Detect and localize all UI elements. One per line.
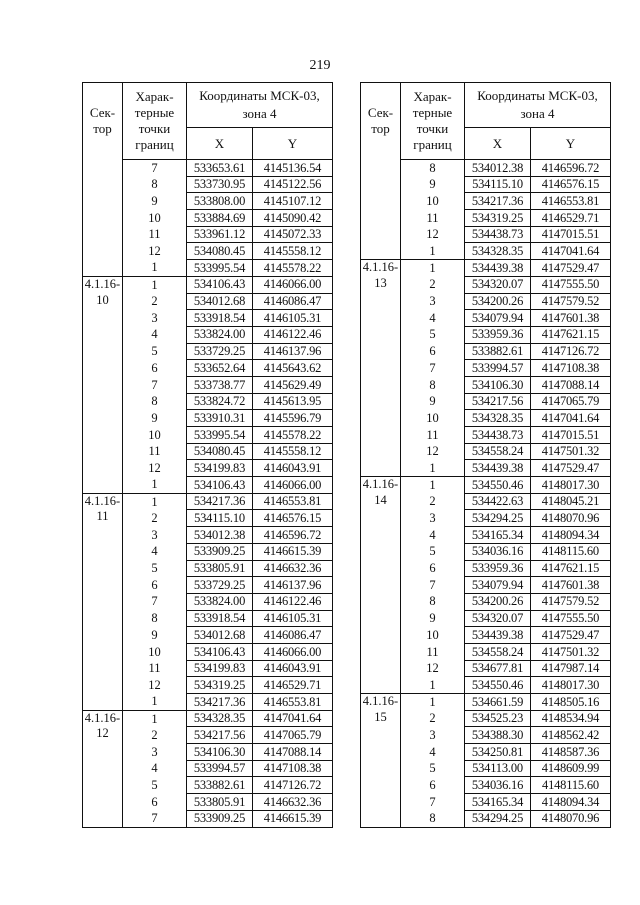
x-cell: 533910.31 (187, 410, 253, 427)
y-cell: 4146137.96 (253, 343, 333, 360)
y-cell: 4146086.47 (253, 293, 333, 310)
x-cell: 533994.57 (187, 760, 253, 777)
point-cell: 1 (401, 243, 465, 260)
y-cell: 4148070.96 (531, 510, 611, 527)
point-cell: 10 (123, 210, 187, 227)
y-cell: 4147579.52 (531, 593, 611, 610)
point-cell: 11 (123, 443, 187, 460)
point-cell: 4 (401, 310, 465, 327)
point-cell: 3 (123, 310, 187, 327)
point-cell: 1 (401, 677, 465, 694)
x-cell: 533909.25 (187, 543, 253, 560)
x-cell: 533805.91 (187, 794, 253, 811)
x-cell: 534165.34 (465, 794, 531, 811)
x-cell: 534036.16 (465, 777, 531, 794)
y-cell: 4147501.32 (531, 643, 611, 660)
y-cell: 4147015.51 (531, 226, 611, 243)
point-cell: 2 (401, 493, 465, 510)
x-cell: 533824.00 (187, 326, 253, 343)
point-cell: 8 (123, 176, 187, 193)
point-cell: 7 (123, 376, 187, 393)
point-cell: 5 (401, 760, 465, 777)
y-cell: 4146137.96 (253, 577, 333, 594)
point-cell: 2 (401, 276, 465, 293)
y-cell: 4145643.62 (253, 360, 333, 377)
x-cell: 534115.10 (187, 510, 253, 527)
point-cell: 12 (401, 660, 465, 677)
point-cell: 12 (123, 677, 187, 694)
y-cell: 4147088.14 (253, 744, 333, 761)
x-cell: 534439.38 (465, 460, 531, 477)
y-cell: 4148094.34 (531, 527, 611, 544)
point-cell: 5 (123, 343, 187, 360)
y-cell: 4148587.36 (531, 744, 611, 761)
point-cell: 10 (123, 427, 187, 444)
table-row (361, 260, 611, 277)
y-cell: 4147987.14 (531, 660, 611, 677)
table-header (83, 83, 333, 160)
point-cell: 9 (123, 627, 187, 644)
x-cell: 533959.36 (465, 326, 531, 343)
header-y: Y (253, 128, 333, 160)
y-cell: 4146632.36 (253, 560, 333, 577)
sector-cell: 4.1.16-13 (361, 260, 401, 477)
point-cell: 7 (123, 593, 187, 610)
x-cell: 534200.26 (465, 593, 531, 610)
point-cell: 11 (401, 427, 465, 444)
x-cell: 534036.16 (465, 543, 531, 560)
x-cell: 533730.95 (187, 176, 253, 193)
x-cell: 534661.59 (465, 694, 531, 711)
x-cell: 534438.73 (465, 226, 531, 243)
table-header (361, 83, 611, 160)
y-cell: 4145090.42 (253, 210, 333, 227)
header-sector: Сек-тор (83, 83, 123, 160)
y-cell: 4146553.81 (253, 493, 333, 510)
point-cell: 6 (123, 360, 187, 377)
point-cell: 6 (123, 794, 187, 811)
page-number: 219 (309, 58, 331, 73)
point-cell: 10 (401, 193, 465, 210)
point-cell: 2 (401, 710, 465, 727)
y-cell: 4145629.49 (253, 376, 333, 393)
point-cell: 5 (401, 326, 465, 343)
y-cell: 4147108.38 (531, 360, 611, 377)
table-row (83, 710, 333, 727)
y-cell: 4145107.12 (253, 193, 333, 210)
x-cell: 534250.81 (465, 744, 531, 761)
x-cell: 533995.54 (187, 427, 253, 444)
x-cell: 534320.07 (465, 610, 531, 627)
y-cell: 4146066.00 (253, 276, 333, 293)
y-cell: 4146122.46 (253, 593, 333, 610)
y-cell: 4147621.15 (531, 326, 611, 343)
y-cell: 4147126.72 (253, 777, 333, 794)
x-cell: 534165.34 (465, 527, 531, 544)
x-cell: 534199.83 (187, 460, 253, 477)
y-cell: 4148609.99 (531, 760, 611, 777)
x-cell: 533738.77 (187, 376, 253, 393)
point-cell: 7 (401, 360, 465, 377)
x-cell: 534328.35 (187, 710, 253, 727)
point-cell: 6 (123, 577, 187, 594)
point-cell: 6 (401, 560, 465, 577)
y-cell: 4147126.72 (531, 343, 611, 360)
x-cell: 533882.61 (465, 343, 531, 360)
header-coordinates: Координаты МСК-03, зона 4 (465, 83, 611, 128)
header-points: Харак-терные точки границ (123, 83, 187, 160)
point-cell: 1 (123, 260, 187, 277)
y-cell: 4146122.46 (253, 326, 333, 343)
x-cell: 534558.24 (465, 443, 531, 460)
header-points: Харак-терные точки границ (401, 83, 465, 160)
x-cell: 534079.94 (465, 577, 531, 594)
y-cell: 4146105.31 (253, 310, 333, 327)
point-cell: 10 (401, 627, 465, 644)
x-cell: 534217.36 (465, 193, 531, 210)
y-cell: 4147529.47 (531, 260, 611, 277)
x-cell: 534319.25 (465, 210, 531, 227)
point-cell: 9 (123, 193, 187, 210)
point-cell: 7 (401, 794, 465, 811)
x-cell: 534328.35 (465, 243, 531, 260)
y-cell: 4148017.30 (531, 677, 611, 694)
coordinates-table-left (82, 82, 333, 828)
y-cell: 4147041.64 (531, 243, 611, 260)
x-cell: 534113.00 (465, 760, 531, 777)
y-cell: 4146596.72 (531, 160, 611, 177)
point-cell: 8 (401, 810, 465, 827)
point-cell: 1 (401, 694, 465, 711)
point-cell: 4 (401, 744, 465, 761)
x-cell: 534558.24 (465, 643, 531, 660)
point-cell: 10 (123, 643, 187, 660)
point-cell: 5 (123, 560, 187, 577)
x-cell: 534079.94 (465, 310, 531, 327)
point-cell: 12 (123, 460, 187, 477)
point-cell: 8 (123, 393, 187, 410)
point-cell: 9 (401, 393, 465, 410)
point-cell: 6 (401, 343, 465, 360)
table-body (83, 160, 333, 828)
point-cell: 5 (123, 777, 187, 794)
y-cell: 4148045.21 (531, 493, 611, 510)
y-cell: 4145596.79 (253, 410, 333, 427)
x-cell: 534217.36 (187, 493, 253, 510)
sector-cell: 4.1.16-10 (83, 276, 123, 493)
x-cell: 534217.36 (187, 694, 253, 711)
point-cell: 1 (123, 477, 187, 494)
header-x: X (465, 128, 531, 160)
x-cell: 533824.72 (187, 393, 253, 410)
point-cell: 2 (123, 510, 187, 527)
x-cell: 533918.54 (187, 610, 253, 627)
y-cell: 4146043.91 (253, 660, 333, 677)
point-cell: 4 (123, 760, 187, 777)
y-cell: 4148070.96 (531, 810, 611, 827)
x-cell: 533995.54 (187, 260, 253, 277)
x-cell: 534328.35 (465, 410, 531, 427)
x-cell: 534320.07 (465, 276, 531, 293)
y-cell: 4145136.54 (253, 160, 333, 177)
x-cell: 534422.63 (465, 493, 531, 510)
x-cell: 534080.45 (187, 443, 253, 460)
y-cell: 4148115.60 (531, 543, 611, 560)
point-cell: 7 (123, 160, 187, 177)
point-cell: 3 (401, 727, 465, 744)
x-cell: 534677.81 (465, 660, 531, 677)
y-cell: 4147621.15 (531, 560, 611, 577)
point-cell: 11 (123, 226, 187, 243)
y-cell: 4148505.16 (531, 694, 611, 711)
header-sector: Сек-тор (361, 83, 401, 160)
x-cell: 534106.43 (187, 477, 253, 494)
point-cell: 1 (123, 276, 187, 293)
y-cell: 4147529.47 (531, 460, 611, 477)
point-cell: 11 (401, 643, 465, 660)
x-cell: 533882.61 (187, 777, 253, 794)
sector-cell: 4.1.16-11 (83, 493, 123, 710)
point-cell: 3 (123, 744, 187, 761)
y-cell: 4147088.14 (531, 376, 611, 393)
point-cell: 9 (401, 176, 465, 193)
sector-cell: 4.1.16-12 (83, 710, 123, 827)
point-cell: 1 (401, 260, 465, 277)
y-cell: 4147529.47 (531, 627, 611, 644)
point-cell: 2 (123, 727, 187, 744)
y-cell: 4147065.79 (253, 727, 333, 744)
x-cell: 534550.46 (465, 677, 531, 694)
x-cell: 534550.46 (465, 477, 531, 494)
y-cell: 4147555.50 (531, 610, 611, 627)
y-cell: 4147579.52 (531, 293, 611, 310)
x-cell: 534217.56 (465, 393, 531, 410)
x-cell: 533961.12 (187, 226, 253, 243)
point-cell: 12 (401, 443, 465, 460)
point-cell: 5 (401, 543, 465, 560)
x-cell: 534294.25 (465, 510, 531, 527)
point-cell: 3 (401, 510, 465, 527)
y-cell: 4146615.39 (253, 810, 333, 827)
point-cell: 4 (123, 543, 187, 560)
x-cell: 534294.25 (465, 810, 531, 827)
table-row (361, 477, 611, 494)
point-cell: 1 (123, 694, 187, 711)
y-cell: 4146529.71 (531, 210, 611, 227)
y-cell: 4147065.79 (531, 393, 611, 410)
point-cell: 9 (401, 610, 465, 627)
y-cell: 4146066.00 (253, 643, 333, 660)
x-cell: 534319.25 (187, 677, 253, 694)
point-cell: 8 (123, 610, 187, 627)
y-cell: 4146105.31 (253, 610, 333, 627)
y-cell: 4146576.15 (531, 176, 611, 193)
y-cell: 4145558.12 (253, 443, 333, 460)
y-cell: 4148534.94 (531, 710, 611, 727)
y-cell: 4147041.64 (531, 410, 611, 427)
coordinates-table-right (360, 82, 611, 828)
x-cell: 534012.38 (187, 527, 253, 544)
point-cell: 3 (401, 293, 465, 310)
x-cell: 534199.83 (187, 660, 253, 677)
point-cell: 2 (123, 293, 187, 310)
x-cell: 533909.25 (187, 810, 253, 827)
point-cell: 4 (123, 326, 187, 343)
x-cell: 533652.64 (187, 360, 253, 377)
y-cell: 4145578.22 (253, 427, 333, 444)
x-cell: 533824.00 (187, 593, 253, 610)
x-cell: 534012.38 (465, 160, 531, 177)
header-y: Y (531, 128, 611, 160)
y-cell: 4146043.91 (253, 460, 333, 477)
y-cell: 4146553.81 (253, 694, 333, 711)
point-cell: 7 (123, 810, 187, 827)
y-cell: 4147601.38 (531, 577, 611, 594)
table-row (83, 276, 333, 293)
table-row (83, 160, 333, 177)
point-cell: 9 (123, 410, 187, 427)
sector-cell: 4.1.16-15 (361, 694, 401, 828)
x-cell: 534115.10 (465, 176, 531, 193)
x-cell: 533805.91 (187, 560, 253, 577)
x-cell: 534012.68 (187, 627, 253, 644)
y-cell: 4147601.38 (531, 310, 611, 327)
y-cell: 4146553.81 (531, 193, 611, 210)
y-cell: 4146066.00 (253, 477, 333, 494)
sector-cell: 4.1.16-14 (361, 477, 401, 694)
point-cell: 11 (401, 210, 465, 227)
y-cell: 4147015.51 (531, 427, 611, 444)
table-row (361, 160, 611, 177)
y-cell: 4145613.95 (253, 393, 333, 410)
x-cell: 534106.43 (187, 643, 253, 660)
y-cell: 4147041.64 (253, 710, 333, 727)
y-cell: 4148115.60 (531, 777, 611, 794)
y-cell: 4148562.42 (531, 727, 611, 744)
sector-cell (83, 160, 123, 277)
x-cell: 534012.68 (187, 293, 253, 310)
point-cell: 11 (123, 660, 187, 677)
sector-cell (361, 160, 401, 260)
x-cell: 534388.30 (465, 727, 531, 744)
point-cell: 12 (401, 226, 465, 243)
y-cell: 4145558.12 (253, 243, 333, 260)
x-cell: 534217.56 (187, 727, 253, 744)
table-body (361, 160, 611, 828)
y-cell: 4147108.38 (253, 760, 333, 777)
point-cell: 8 (401, 376, 465, 393)
point-cell: 3 (123, 527, 187, 544)
y-cell: 4145122.56 (253, 176, 333, 193)
table-row (83, 493, 333, 510)
point-cell: 1 (123, 493, 187, 510)
header-coordinates: Координаты МСК-03, зона 4 (187, 83, 333, 128)
x-cell: 534438.73 (465, 427, 531, 444)
y-cell: 4146596.72 (253, 527, 333, 544)
y-cell: 4147555.50 (531, 276, 611, 293)
point-cell: 8 (401, 593, 465, 610)
x-cell: 533918.54 (187, 310, 253, 327)
y-cell: 4148017.30 (531, 477, 611, 494)
x-cell: 533808.00 (187, 193, 253, 210)
point-cell: 6 (401, 777, 465, 794)
x-cell: 533959.36 (465, 560, 531, 577)
point-cell: 7 (401, 577, 465, 594)
point-cell: 4 (401, 527, 465, 544)
y-cell: 4145072.33 (253, 226, 333, 243)
x-cell: 533994.57 (465, 360, 531, 377)
x-cell: 534106.43 (187, 276, 253, 293)
x-cell: 534200.26 (465, 293, 531, 310)
point-cell: 8 (401, 160, 465, 177)
point-cell: 10 (401, 410, 465, 427)
point-cell: 12 (123, 243, 187, 260)
y-cell: 4148094.34 (531, 794, 611, 811)
y-cell: 4145578.22 (253, 260, 333, 277)
x-cell: 533884.69 (187, 210, 253, 227)
header-x: X (187, 128, 253, 160)
x-cell: 533729.25 (187, 343, 253, 360)
x-cell: 533729.25 (187, 577, 253, 594)
y-cell: 4146576.15 (253, 510, 333, 527)
y-cell: 4147501.32 (531, 443, 611, 460)
y-cell: 4146615.39 (253, 543, 333, 560)
y-cell: 4146529.71 (253, 677, 333, 694)
point-cell: 1 (401, 477, 465, 494)
x-cell: 534439.38 (465, 627, 531, 644)
x-cell: 534439.38 (465, 260, 531, 277)
x-cell: 534106.30 (465, 376, 531, 393)
x-cell: 534106.30 (187, 744, 253, 761)
y-cell: 4146086.47 (253, 627, 333, 644)
point-cell: 1 (123, 710, 187, 727)
x-cell: 533653.61 (187, 160, 253, 177)
point-cell: 1 (401, 460, 465, 477)
table-row (361, 694, 611, 711)
y-cell: 4146632.36 (253, 794, 333, 811)
x-cell: 534080.45 (187, 243, 253, 260)
x-cell: 534525.23 (465, 710, 531, 727)
